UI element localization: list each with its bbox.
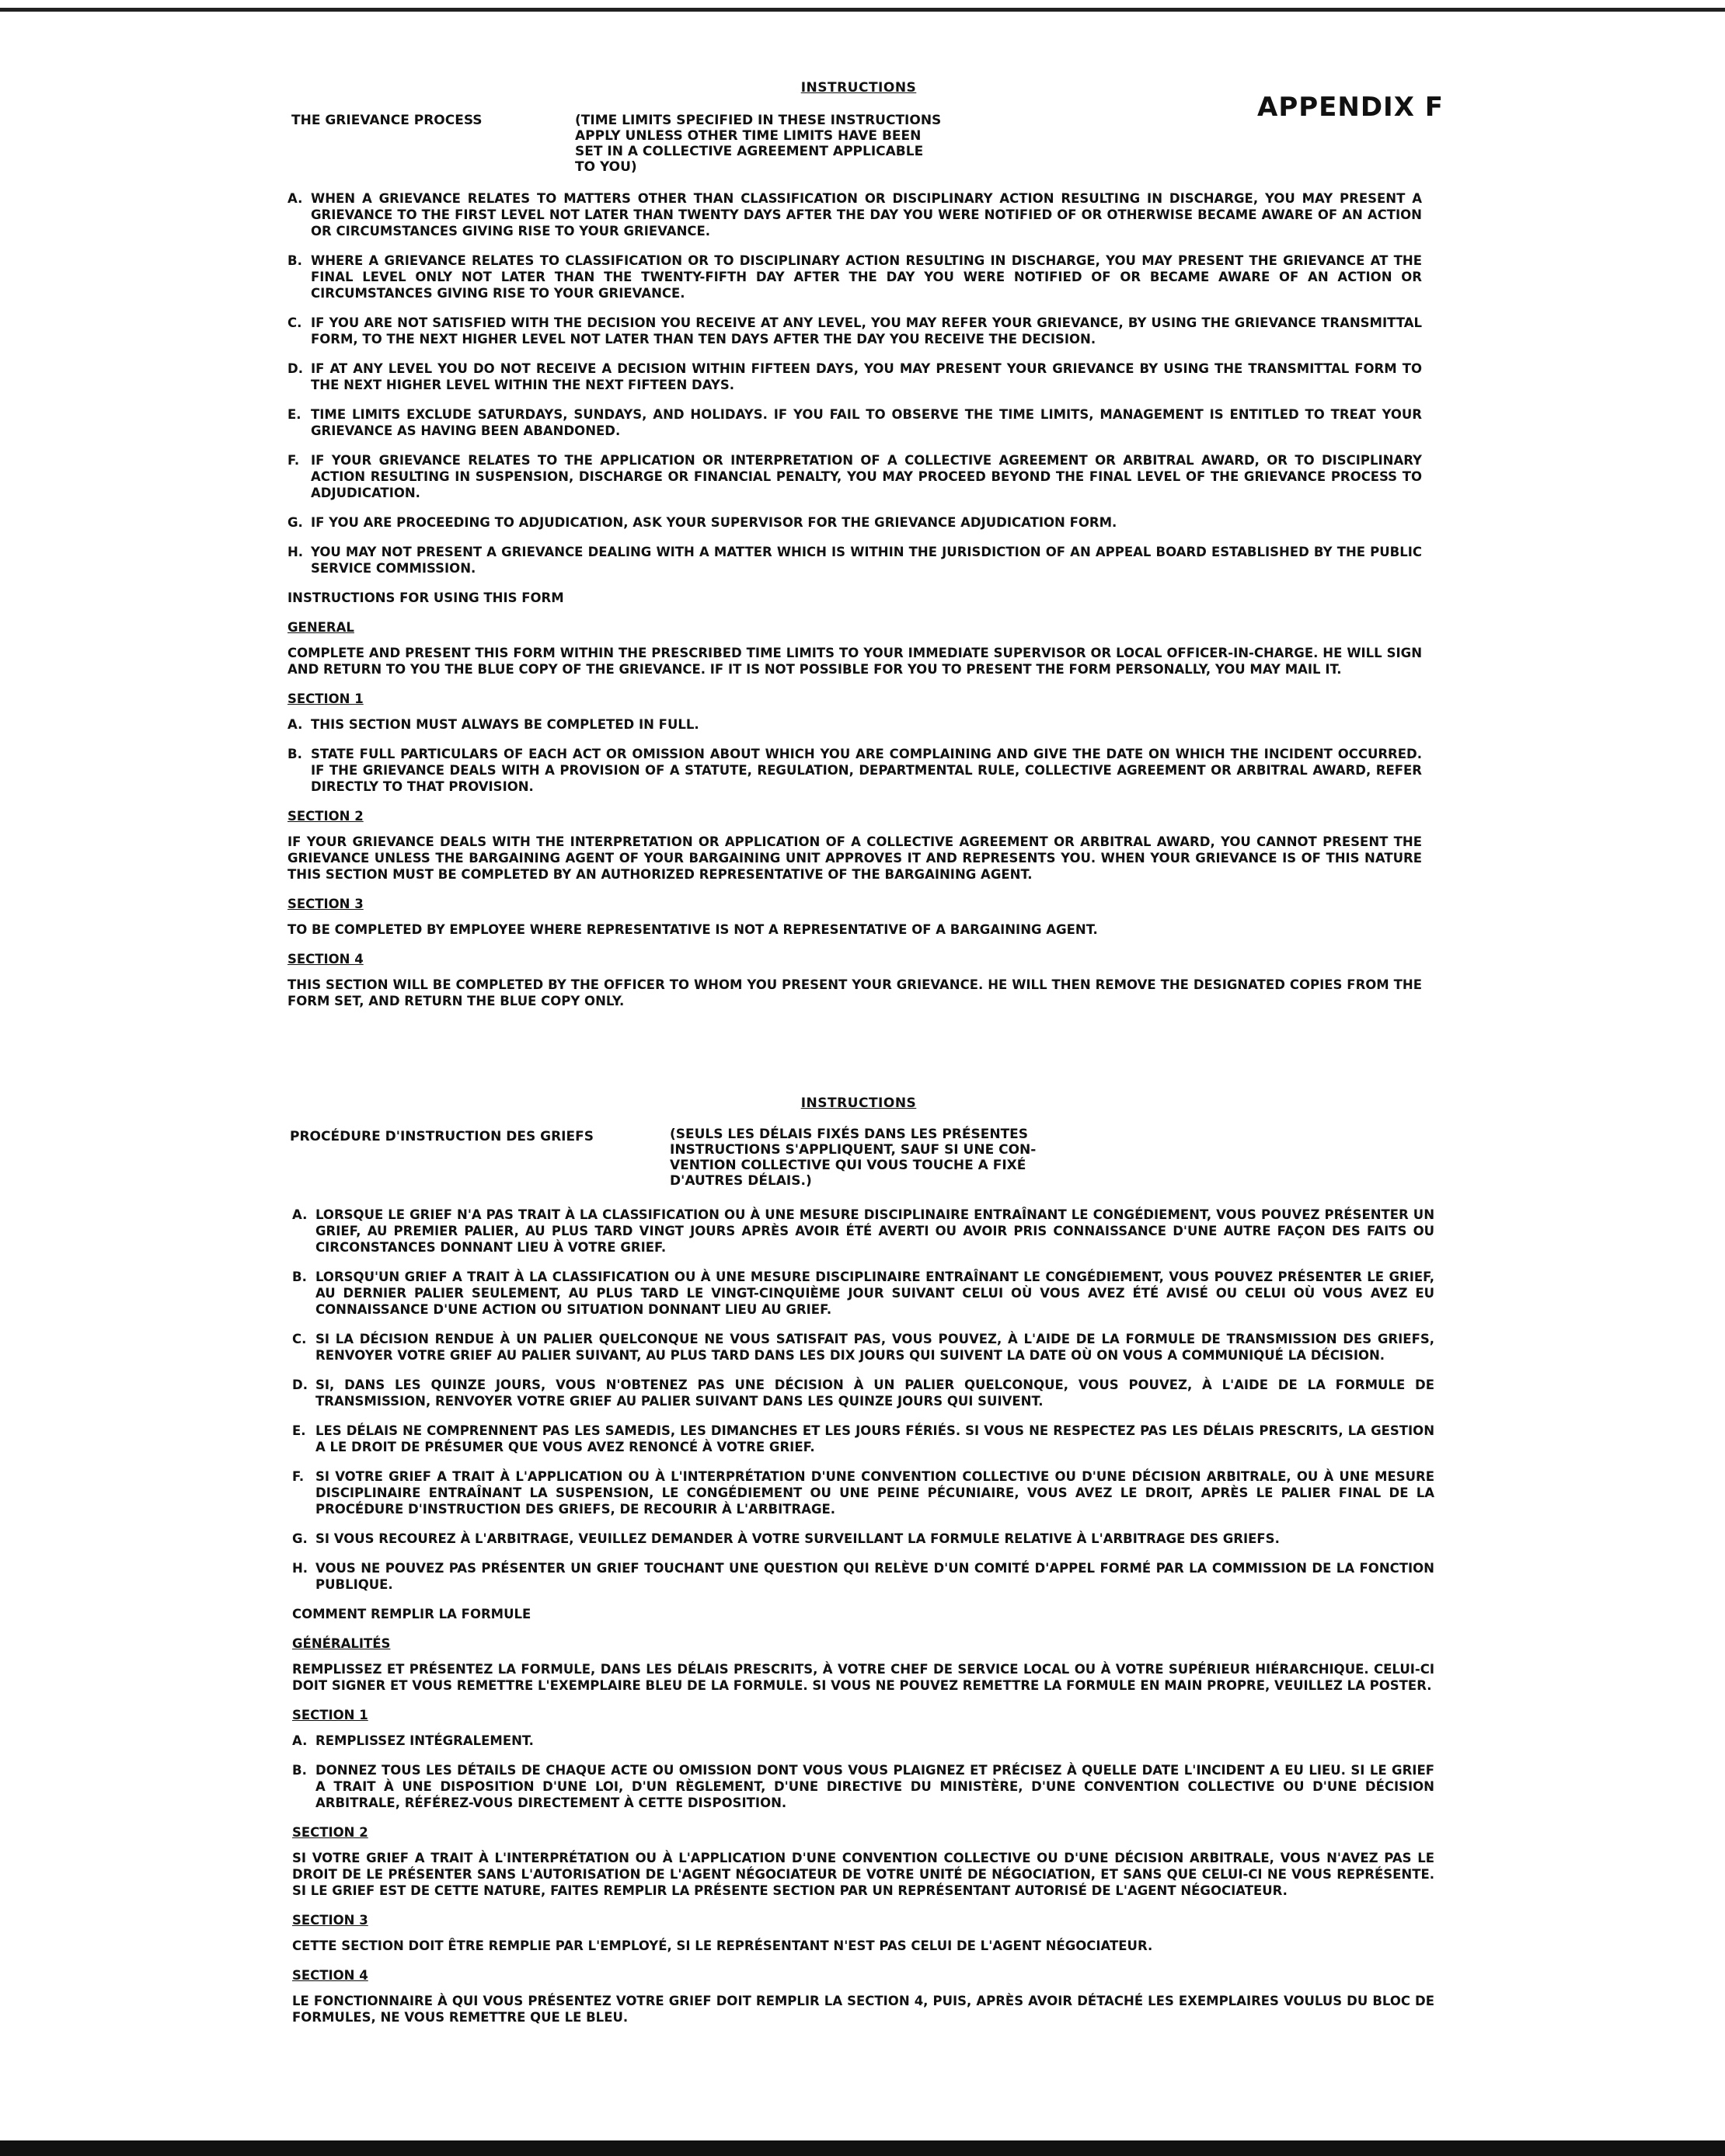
english-section1-heading: SECTION 1 bbox=[288, 691, 364, 706]
english-form-instructions-title: INSTRUCTIONS FOR USING THIS FORM bbox=[288, 590, 564, 605]
english-item-f: F. IF YOUR GRIEVANCE RELATES TO THE APPLICATION OR INTERPRETATION OF A COLLECTIVE AGREEMENT OR ARBITRAL AWARD, OR TO DISCIPLINARY ACTION RESULTING IN SUSPENSION, DISCHARGE OR FINANCIAL PENALTY, YOU MAY PROCEED BEYOND THE FINAL LEVEL OF THE GRIEVANCE PROCESS TO ADJUDICATION. bbox=[288, 453, 1422, 500]
french-section1-a: A. REMPLISSEZ INTÉGRALEMENT. bbox=[292, 1733, 534, 1748]
french-general-text: REMPLISSEZ ET PRÉSENTEZ LA FORMULE, DANS LES DÉLAIS PRESCRITS, À VOTRE CHEF DE SERVICE LOCAL OU À VOTRE SUPÉRIEUR HIÉRARCHIQUE. CELUI-CI DOIT SIGNER ET VOUS REMETTRE L'EXEMPLAIRE BLEU DE LA FORMULE. SI VOUS NE POUVEZ REMETTRE LA FORMULE EN MAIN PROPRE, VEUILLEZ LA POSTER. bbox=[292, 1662, 1434, 1693]
french-section1-heading: SECTION 1 bbox=[292, 1708, 368, 1722]
english-item-e: E. TIME LIMITS EXCLUDE SATURDAYS, SUNDAYS, AND HOLIDAYS. IF YOU FAIL TO OBSERVE THE TIME LIMITS, MANAGEMENT IS ENTITLED TO TREAT YOUR GRIEVANCE AS HAVING BEEN ABANDONED. bbox=[288, 407, 1422, 438]
french-item-d: D. SI, DANS LES QUINZE JOURS, VOUS N'OBTENEZ PAS UNE DÉCISION À UN PALIER QUELCONQUE, VOUS POUVEZ, À L'AIDE DE LA FORMULE DE TRANSMISSION, RENVOYER VOTRE GRIEF AU PALIER SUIVANT DANS LES QUINZE JOURS QUI SUIVENT. bbox=[292, 1378, 1434, 1409]
french-item-g: G. SI VOUS RECOUREZ À L'ARBITRAGE, VEUILLEZ DEMANDER À VOTRE SURVEILLANT LA FORMULE RELATIVE À L'ARBITRAGE DES GRIEFS. bbox=[292, 1531, 1280, 1546]
french-form-instructions-title: COMMENT REMPLIR LA FORMULE bbox=[292, 1607, 531, 1621]
english-general-heading: GENERAL bbox=[288, 620, 354, 635]
french-section2-text: SI VOTRE GRIEF A TRAIT À L'INTERPRÉTATION OU À L'APPLICATION D'UNE CONVENTION COLLECTIVE OU D'UNE DÉCISION ARBITRALE, VOUS N'AVEZ PAS LE DROIT DE LE PRÉSENTER SANS L'AUTORISATION DE L'AGENT NÉGOCIATEUR DE VOTRE UNITÉ DE NÉGOCIATION, ET SANS QUE CELUI-CI NE VOUS REPRÉSENTE. SI LE GRIEF EST DE CETTE NATURE, FAITES REMPLIR LA PRÉSENTE SECTION PAR UN REPRÉSENTANT AUTORISÉ DE L'AGENT NÉGOCIATEUR. bbox=[292, 1851, 1434, 1898]
french-general-heading: GÉNÉRALITÉS bbox=[292, 1636, 391, 1651]
english-section3-heading: SECTION 3 bbox=[288, 897, 364, 911]
appendix-label: APPENDIX F bbox=[1257, 92, 1444, 123]
english-section3-text: TO BE COMPLETED BY EMPLOYEE WHERE REPRESENTATIVE IS NOT A REPRESENTATIVE OF A BARGAINING AGENT. bbox=[288, 922, 1098, 937]
english-item-d: D. IF AT ANY LEVEL YOU DO NOT RECEIVE A DECISION WITHIN FIFTEEN DAYS, YOU MAY PRESENT YOUR GRIEVANCE BY USING THE TRANSMITTAL FORM TO THE NEXT HIGHER LEVEL WITHIN THE NEXT FIFTEEN DAYS. bbox=[288, 361, 1422, 392]
english-process-title: THE GRIEVANCE PROCESS bbox=[291, 113, 483, 128]
french-item-e: E. LES DÉLAIS NE COMPRENNENT PAS LES SAMEDIS, LES DIMANCHES ET LES JOURS FÉRIÉS. SI VOUS NE RESPECTEZ PAS LES DÉLAIS PRESCRITS, LA GESTION A LE DROIT DE PRÉSUMER QUE VOUS AVEZ RENONCÉ À VOTRE GRIEF. bbox=[292, 1423, 1434, 1454]
english-item-a: A. WHEN A GRIEVANCE RELATES TO MATTERS OTHER THAN CLASSIFICATION OR DISCIPLINARY ACTION RESULTING IN DISCHARGE, YOU MAY PRESENT A GRIEVANCE TO THE FIRST LEVEL NOT LATER THAN TWENTY DAYS AFTER THE DAY YOU WERE NOTIFIED OF OR OTHERWISE BECAME AWARE OF AN ACTION OR CIRCUMSTANCES GIVING RISE TO YOUR GRIEVANCE. bbox=[288, 191, 1422, 239]
french-section3-text: CETTE SECTION DOIT ÊTRE REMPLIE PAR L'EMPLOYÉ, SI LE REPRÉSENTANT N'EST PAS CELUI DE L'AGENT NÉGOCIATEUR. bbox=[292, 1938, 1153, 1953]
french-section1-b: B. DONNEZ TOUS LES DÉTAILS DE CHAQUE ACTE OU OMISSION DONT VOUS VOUS PLAIGNEZ ET PRÉCISEZ À QUELLE DATE L'INCIDENT A EU LIEU. SI LE GRIEF A TRAIT À UNE DISPOSITION D'UNE LOI, D'UN RÈGLEMENT, D'UNE DIRECTIVE DU MINISTÈRE, D'UNE CONVENTION COLLECTIVE OU D'UNE DÉCISION ARBITRALE, RÉFÉREZ-VOUS DIRECTEMENT À CETTE DISPOSITION. bbox=[292, 1763, 1434, 1810]
french-time-limit-note: (SEULS LES DÉLAIS FIXÉS DANS LES PRÉSENTES INSTRUCTIONS S'APPLIQUENT, SAUF SI UNE CON- VENTION COLLECTIVE QUI VOUS TOUCHE A FIXÉ D'AUTRES DÉLAIS.) bbox=[670, 1127, 1037, 1189]
english-section1-b: B. STATE FULL PARTICULARS OF EACH ACT OR OMISSION ABOUT WHICH YOU ARE COMPLAINING AND GIVE THE DATE ON WHICH THE INCIDENT OCCURRED. IF THE GRIEVANCE DEALS WITH A PROVISION OF A STATUTE, REGULATION, DEPARTMENTAL RULE, COLLECTIVE AGREEMENT OR ARBITRAL AWARD, REFER DIRECTLY TO THAT PROVISION. bbox=[288, 747, 1422, 794]
french-item-a: A. LORSQUE LE GRIEF N'A PAS TRAIT À LA CLASSIFICATION OU À UNE MESURE DISCIPLINAIRE ENTRAÎNANT LE CONGÉDIEMENT, VOUS POUVEZ PRÉSENTER UN GRIEF, AU PREMIER PALIER, AU PLUS TARD VINGT JOURS APRÈS AVOIR ÉTÉ AVERTI OU AVOIR PRIS CONNAISSANCE D'UNE AUTRE FAÇON DES FAITS OU CIRCONSTANCES DONNANT LIEU À VOTRE GRIEF. bbox=[292, 1207, 1434, 1255]
french-process-title: PROCÉDURE D'INSTRUCTION DES GRIEFS bbox=[290, 1129, 594, 1144]
english-section1-a: A. THIS SECTION MUST ALWAYS BE COMPLETED IN FULL. bbox=[288, 717, 699, 732]
english-section2-text: IF YOUR GRIEVANCE DEALS WITH THE INTERPRETATION OR APPLICATION OF A COLLECTIVE AGREEMENT OR ARBITRAL AWARD, YOU CANNOT PRESENT THE GRIEVANCE UNLESS THE BARGAINING AGENT OF YOUR BARGAINING UNIT APPROVES IT AND REPRESENTS YOU. WHEN YOUR GRIEVANCE IS OF THIS NATURE THIS SECTION MUST BE COMPLETED BY AN AUTHORIZED REPRESENTATIVE OF THE BARGAINING AGENT. bbox=[288, 834, 1422, 882]
english-general-text: COMPLETE AND PRESENT THIS FORM WITHIN THE PRESCRIBED TIME LIMITS TO YOUR IMMEDIATE SUPERVISOR OR LOCAL OFFICER-IN-CHARGE. HE WILL SIGN AND RETURN TO YOU THE BLUE COPY OF THE GRIEVANCE. IF IT IS NOT POSSIBLE FOR YOU TO PRESENT THE FORM PERSONALLY, YOU MAY MAIL IT. bbox=[288, 646, 1422, 677]
french-item-c: C. SI LA DÉCISION RENDUE À UN PALIER QUELCONQUE NE VOUS SATISFAIT PAS, VOUS POUVEZ, À L'AIDE DE LA FORMULE DE TRANSMISSION DES GRIEFS, RENVOYER VOTRE GRIEF AU PALIER SUIVANT, AU PLUS TARD DANS LES DIX JOURS QUI SUIVENT LA DATE OÙ ON VOUS A COMMUNIQUÉ LA DÉCISION. bbox=[292, 1332, 1434, 1363]
english-instructions-heading: INSTRUCTIONS bbox=[800, 80, 917, 96]
english-section4-text: THIS SECTION WILL BE COMPLETED BY THE OFFICER TO WHOM YOU PRESENT YOUR GRIEVANCE. HE WILL THEN REMOVE THE DESIGNATED COPIES FROM THE FORM SET, AND RETURN THE BLUE COPY ONLY. bbox=[288, 977, 1422, 1008]
french-section3-heading: SECTION 3 bbox=[292, 1913, 368, 1928]
french-instructions-heading: INSTRUCTIONS bbox=[800, 1095, 917, 1111]
english-section2-heading: SECTION 2 bbox=[288, 809, 364, 824]
french-section4-text: LE FONCTIONNAIRE À QUI VOUS PRÉSENTEZ VOTRE GRIEF DOIT REMPLIR LA SECTION 4, PUIS, APRÈS AVOIR DÉTACHÉ LES EXEMPLAIRES VOULUS DU BLOC DE FORMULES, NE VOUS REMETTRE QUE LE BLEU. bbox=[292, 1994, 1434, 2025]
french-section4-heading: SECTION 4 bbox=[292, 1968, 368, 1983]
english-section4-heading: SECTION 4 bbox=[288, 952, 364, 967]
french-item-h: H. VOUS NE POUVEZ PAS PRÉSENTER UN GRIEF TOUCHANT UNE QUESTION QUI RELÈVE D'UN COMITÉ D'APPEL FORMÉ PAR LA COMMISSION DE LA FONCTION PUBLIQUE. bbox=[292, 1561, 1434, 1592]
english-process-items bbox=[288, 190, 1422, 1022]
french-item-b: B. LORSQU'UN GRIEF A TRAIT À LA CLASSIFICATION OU À UNE MESURE DISCIPLINAIRE ENTRAÎNANT LE CONGÉDIEMENT, VOUS POUVEZ PRÉSENTER LE GRIEF, AU DERNIER PALIER SEULEMENT, AU PLUS TARD LE VINGT-CINQUIÈME JOUR SUIVANT CELUI OÙ VOUS AVEZ ÉTÉ AVISÉ OU CELUI OÙ VOUS AVEZ EU CONNAISSANCE D'UNE ACTION OU SITUATION DONNANT LIEU AU GRIEF. bbox=[292, 1270, 1434, 1317]
english-item-h: H. YOU MAY NOT PRESENT A GRIEVANCE DEALING WITH A MATTER WHICH IS WITHIN THE JURISDICTION OF AN APPEAL BOARD ESTABLISHED BY THE PUBLIC SERVICE COMMISSION. bbox=[288, 545, 1422, 576]
french-process-items bbox=[292, 1207, 1434, 2039]
english-item-c: C. IF YOU ARE NOT SATISFIED WITH THE DECISION YOU RECEIVE AT ANY LEVEL, YOU MAY REFER YOUR GRIEVANCE, BY USING THE GRIEVANCE TRANSMITTAL FORM, TO THE NEXT HIGHER LEVEL NOT LATER THAN TEN DAYS AFTER THE DAY YOU RECEIVE THE DECISION. bbox=[288, 315, 1422, 347]
bottom-scan-border bbox=[0, 2140, 1725, 2156]
english-time-limit-note: (TIME LIMITS SPECIFIED IN THESE INSTRUCTIONS APPLY UNLESS OTHER TIME LIMITS HAVE BEEN SET IN A COLLECTIVE AGREEMENT APPLICABLE TO YOU) bbox=[575, 113, 942, 175]
top-scan-border bbox=[0, 8, 1725, 12]
english-item-b: B. WHERE A GRIEVANCE RELATES TO CLASSIFICATION OR TO DISCIPLINARY ACTION RESULTING IN DISCHARGE, YOU MAY PRESENT THE GRIEVANCE AT THE FINAL LEVEL ONLY NOT LATER THAN THE TWENTY-FIFTH DAY AFTER THE DAY YOU WERE NOTIFIED OF OR BECAME AWARE OF AN ACTION OR CIRCUMSTANCES GIVING RISE TO YOUR GRIEVANCE. bbox=[288, 253, 1422, 301]
french-section2-heading: SECTION 2 bbox=[292, 1825, 368, 1840]
english-item-g: G. IF YOU ARE PROCEEDING TO ADJUDICATION, ASK YOUR SUPERVISOR FOR THE GRIEVANCE ADJUDICATION FORM. bbox=[288, 515, 1117, 530]
french-item-f: F. SI VOTRE GRIEF A TRAIT À L'APPLICATION OU À L'INTERPRÉTATION D'UNE CONVENTION COLLECTIVE OU D'UNE DÉCISION ARBITRALE, OU À UNE MESURE DISCIPLINAIRE ENTRAÎNANT LA SUSPENSION, LE CONGÉDIEMENT OU UNE PEINE PÉCUNIAIRE, VOUS AVEZ LE DROIT, APRÈS LE PALIER FINAL DE LA PROCÉDURE D'INSTRUCTION DES GRIEFS, DE RECOURIR À L'ARBITRAGE. bbox=[292, 1469, 1434, 1517]
